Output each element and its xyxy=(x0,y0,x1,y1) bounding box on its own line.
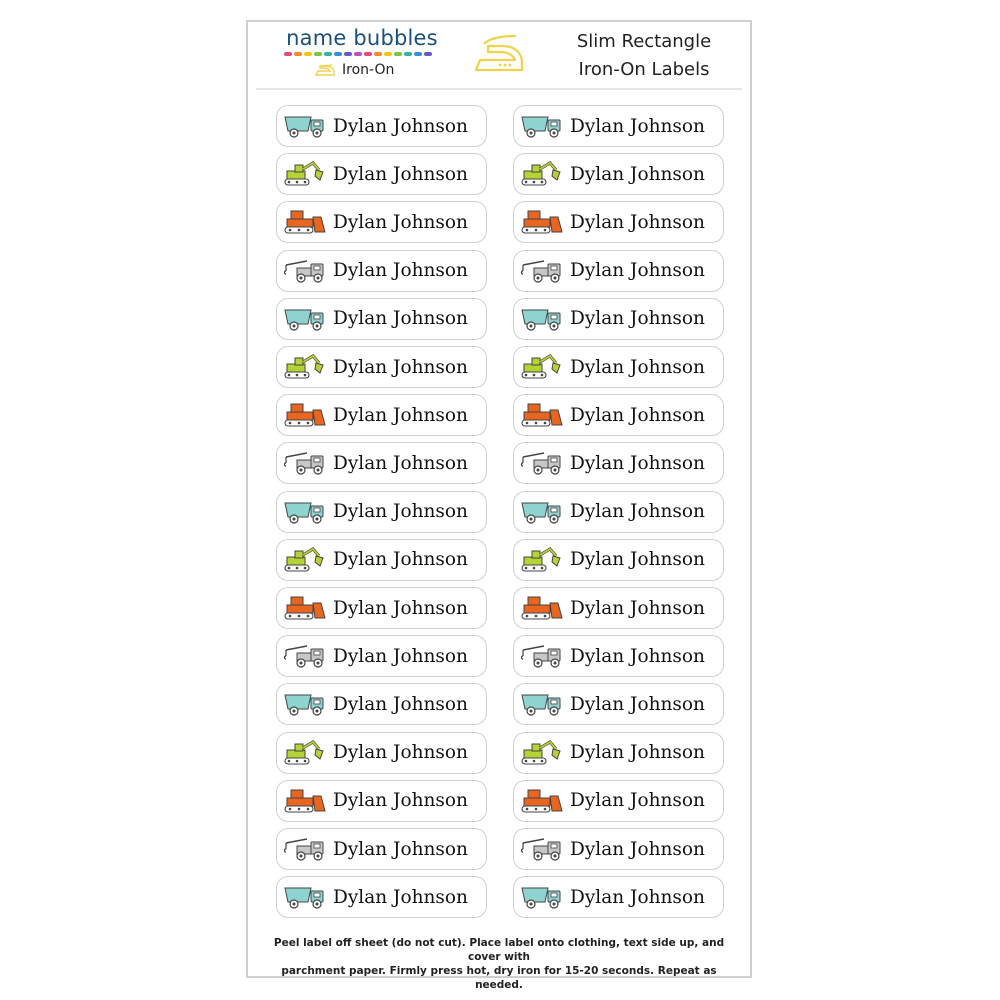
name-label xyxy=(513,250,724,292)
name-label xyxy=(513,635,724,677)
name-label xyxy=(513,105,724,147)
name-label xyxy=(276,732,487,774)
brand-dot xyxy=(374,52,382,56)
brand-dot xyxy=(404,52,412,56)
tow-truck-icon xyxy=(283,449,327,477)
name-label xyxy=(513,876,724,918)
bulldozer-icon xyxy=(520,208,564,236)
label-name-text: Dylan Johnson xyxy=(570,404,705,426)
label-name-text: Dylan Johnson xyxy=(333,452,468,474)
brand-dot xyxy=(424,52,432,56)
small-iron-icon xyxy=(314,62,336,78)
name-label xyxy=(513,780,724,822)
brand-dots xyxy=(284,52,434,58)
label-name-text: Dylan Johnson xyxy=(333,597,468,619)
brand-dot xyxy=(414,52,422,56)
bulldozer-icon xyxy=(520,787,564,815)
label-sheet xyxy=(246,20,752,991)
excavator-icon xyxy=(283,160,327,188)
dump-truck-icon xyxy=(283,690,327,718)
instructions-line-2: parchment paper. Firmly press hot, dry iron for 15-20 seconds. Repeat as needed. xyxy=(281,965,717,991)
name-label xyxy=(276,683,487,725)
bulldozer-icon xyxy=(520,401,564,429)
bulldozer-icon xyxy=(283,208,327,236)
label-name-text: Dylan Johnson xyxy=(333,356,468,378)
tow-truck-icon xyxy=(283,835,327,863)
name-label xyxy=(513,346,724,388)
label-name-text: Dylan Johnson xyxy=(570,115,705,137)
brand-dot xyxy=(344,52,352,56)
label-name-text: Dylan Johnson xyxy=(570,356,705,378)
brand-dot xyxy=(384,52,392,56)
label-name-text: Dylan Johnson xyxy=(570,838,705,860)
tow-truck-icon xyxy=(520,449,564,477)
name-label xyxy=(276,876,487,918)
brand-dot xyxy=(334,52,342,56)
sheet-title xyxy=(544,28,744,84)
name-label xyxy=(513,298,724,340)
title-line-1: Slim Rectangle xyxy=(576,31,712,52)
name-label xyxy=(276,298,487,340)
brand-subtitle xyxy=(314,62,394,78)
label-name-text: Dylan Johnson xyxy=(333,549,468,571)
brand-dot xyxy=(394,52,402,56)
name-label xyxy=(513,683,724,725)
title-line-2: Iron-On Labels xyxy=(578,59,710,80)
name-label xyxy=(513,828,724,870)
excavator-icon xyxy=(283,739,327,767)
dump-truck-icon xyxy=(520,112,564,140)
dump-truck-icon xyxy=(283,883,327,911)
iron-icon xyxy=(470,30,528,78)
label-name-text: Dylan Johnson xyxy=(333,501,468,523)
brand-dot xyxy=(324,52,332,56)
dump-truck-icon xyxy=(283,112,327,140)
tow-truck-icon xyxy=(520,642,564,670)
excavator-icon xyxy=(520,160,564,188)
tow-truck-icon xyxy=(520,835,564,863)
excavator-icon xyxy=(520,546,564,574)
label-name-text: Dylan Johnson xyxy=(570,501,705,523)
brand-dot xyxy=(354,52,362,56)
dump-truck-icon xyxy=(520,883,564,911)
header-divider xyxy=(256,88,742,90)
name-label xyxy=(276,250,487,292)
name-label xyxy=(276,346,487,388)
label-name-text: Dylan Johnson xyxy=(333,838,468,860)
bulldozer-icon xyxy=(283,787,327,815)
label-name-text: Dylan Johnson xyxy=(570,742,705,764)
brand-name: name bubbles xyxy=(286,26,438,50)
dump-truck-icon xyxy=(283,305,327,333)
tow-truck-icon xyxy=(283,642,327,670)
name-label xyxy=(276,394,487,436)
label-name-text: Dylan Johnson xyxy=(570,549,705,571)
bulldozer-icon xyxy=(283,594,327,622)
label-name-text: Dylan Johnson xyxy=(333,790,468,812)
instructions xyxy=(258,936,740,992)
instructions-line-1: Peel label off sheet (do not cut). Place label onto clothing, text side up, and cover with xyxy=(273,937,725,963)
dump-truck-icon xyxy=(283,498,327,526)
name-label xyxy=(276,201,487,243)
label-name-text: Dylan Johnson xyxy=(570,163,705,185)
excavator-icon xyxy=(283,546,327,574)
label-name-text: Dylan Johnson xyxy=(570,693,705,715)
brand-dot xyxy=(304,52,312,56)
label-name-text: Dylan Johnson xyxy=(333,645,468,667)
name-label xyxy=(513,732,724,774)
name-label xyxy=(276,539,487,581)
label-name-text: Dylan Johnson xyxy=(333,886,468,908)
bulldozer-icon xyxy=(520,594,564,622)
tow-truck-icon xyxy=(520,257,564,285)
name-label xyxy=(276,105,487,147)
label-name-text: Dylan Johnson xyxy=(333,742,468,764)
label-name-text: Dylan Johnson xyxy=(570,211,705,233)
label-name-text: Dylan Johnson xyxy=(333,115,468,137)
label-name-text: Dylan Johnson xyxy=(570,308,705,330)
name-label xyxy=(276,780,487,822)
excavator-icon xyxy=(520,353,564,381)
name-label xyxy=(513,491,724,533)
label-name-text: Dylan Johnson xyxy=(333,163,468,185)
name-label xyxy=(276,442,487,484)
bulldozer-icon xyxy=(283,401,327,429)
name-label xyxy=(513,442,724,484)
label-name-text: Dylan Johnson xyxy=(333,693,468,715)
excavator-icon xyxy=(283,353,327,381)
label-name-text: Dylan Johnson xyxy=(333,260,468,282)
name-label xyxy=(276,635,487,677)
label-name-text: Dylan Johnson xyxy=(570,260,705,282)
label-name-text: Dylan Johnson xyxy=(333,308,468,330)
brand-subtitle-text: Iron-On xyxy=(342,62,395,78)
label-name-text: Dylan Johnson xyxy=(570,597,705,619)
brand-dot xyxy=(364,52,372,56)
name-label xyxy=(513,539,724,581)
dump-truck-icon xyxy=(520,690,564,718)
brand-dot xyxy=(284,52,292,56)
dump-truck-icon xyxy=(520,498,564,526)
name-label xyxy=(276,587,487,629)
label-name-text: Dylan Johnson xyxy=(333,404,468,426)
label-name-text: Dylan Johnson xyxy=(570,452,705,474)
dump-truck-icon xyxy=(520,305,564,333)
excavator-icon xyxy=(520,739,564,767)
name-label xyxy=(276,491,487,533)
tow-truck-icon xyxy=(283,257,327,285)
brand-dot xyxy=(294,52,302,56)
label-name-text: Dylan Johnson xyxy=(570,790,705,812)
label-name-text: Dylan Johnson xyxy=(570,645,705,667)
name-label xyxy=(276,828,487,870)
name-label xyxy=(276,153,487,195)
brand-dot xyxy=(314,52,322,56)
brand-logo xyxy=(282,24,442,78)
name-label xyxy=(513,201,724,243)
label-name-text: Dylan Johnson xyxy=(570,886,705,908)
name-label xyxy=(513,394,724,436)
name-label xyxy=(513,587,724,629)
name-label xyxy=(513,153,724,195)
label-name-text: Dylan Johnson xyxy=(333,211,468,233)
